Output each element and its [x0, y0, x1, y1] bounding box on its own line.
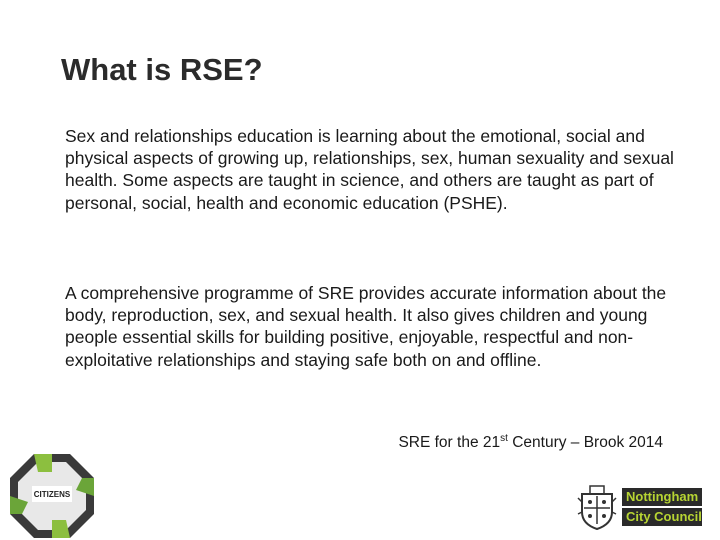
paragraph-programme: A comprehensive programme of SRE provides accurate information about the body, reproduction, sex, and sexual health. It also gives children and young people essential skills for building positive, enjoyable, respectful and non-exploitative relationships and staying safe both on and offline.	[65, 283, 667, 370]
slide-title: What is RSE?	[61, 52, 263, 87]
citation	[398, 434, 663, 452]
council-name-line2: City Council	[622, 508, 702, 526]
council-crest-icon	[576, 484, 618, 530]
paragraph-definition: Sex and relationships education is learning about the emotional, social and physical aspects of growing up, relationships, sex, human sexuality and sexual health. Some aspects are taught in science, and others are taught as part of personal, social, health and economic education (PSHE).	[65, 126, 674, 213]
council-name-line1: Nottingham	[622, 488, 702, 506]
nottingham-city-council-logo	[622, 488, 702, 528]
citation-superscript: st	[500, 432, 508, 444]
citation-source: Century – Brook 2014	[507, 434, 663, 451]
citizens-badge-logo	[8, 452, 96, 540]
badge-label: CITIZENS	[33, 490, 71, 499]
citation-text: SRE for the 21	[398, 434, 501, 451]
